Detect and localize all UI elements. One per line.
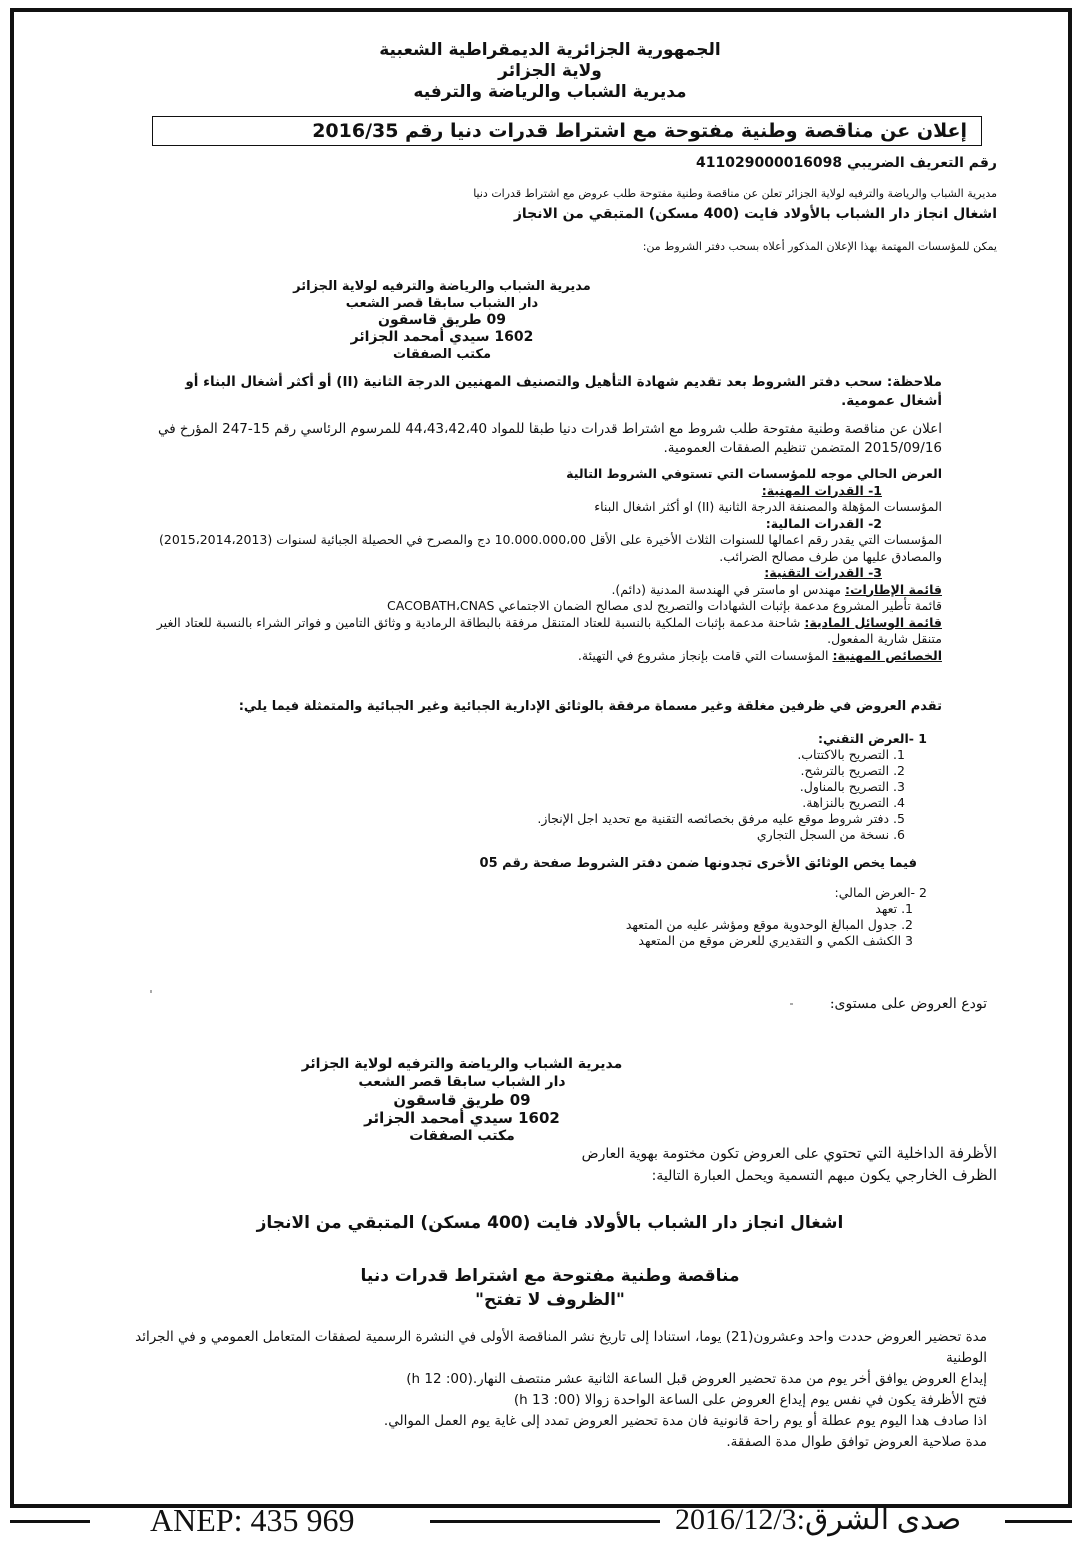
refs-label: الخصائص المهنية: (832, 647, 942, 663)
closing-p1: مدة تحضير العروض حددت واحد وعشرون(21) يوما، استنادا إلى تاريخ نشر المناقصة الأولى في النشرة الرسمية لصفقات المتعامل العمومي و في الجرائد الوطنية (135, 1329, 987, 1366)
header (80, 40, 1020, 103)
footer-rule-right (1005, 1520, 1072, 1523)
legal-basis: اعلان عن مناقصة وطنية مفتوحة طلب شروط مع اشتراط قدرات دنيا طبقا للمواد 44،43،42،40 للمرسوم الرئاسي رقم 15-247 المؤرخ في 2015/09/16 المتضمن تنظيم الصفقات العمومية. (157, 421, 942, 456)
note-label: ملاحظة: (886, 374, 942, 390)
inner-envelope-a: الأظرفة الداخلية التي تحتوي (823, 1144, 997, 1162)
address2-line5: مكتب الصفقات (409, 1128, 515, 1144)
inner-envelope-b: على العروض تكون مختومة بهوية العارض (581, 1146, 819, 1162)
envelopes (297, 1143, 997, 1187)
professional-capacity-title: 1- القدرات المهنية: (761, 482, 882, 498)
intro-withdraw: يمكن للمؤسسات المهتمة بهذا الإعلان المذكور أعلاه بسحب دفتر الشروط من: (642, 240, 997, 253)
outer-envelope-a: الظرف الخارجي يكون (859, 1166, 997, 1184)
address1-line3: 09 طريق قاسقون (378, 312, 506, 328)
staff-text: مهندس او ماستر في الهندسة المدنية (دائم). (611, 581, 842, 597)
address2-line2: دار الشباب سابقا قصر الشعب (358, 1074, 566, 1090)
list-item: 1. تعهد (875, 901, 913, 916)
anep-reference: ANEP: 435 969 (150, 1502, 355, 1538)
note-text: سحب دفتر الشروط بعد تقديم شهادة التأهيل والتصنيف المهنيين الدرجة الثانية (II) أو أكثر أشغال البناء أو أشغال عمومية. (185, 374, 942, 409)
list-item: 3. التصريح بالمناول. (799, 779, 905, 794)
do-not-open: "الظروف لا تفتح" (475, 1290, 625, 1310)
header-directorate: مديرية الشباب والرياضة والترفيه (413, 82, 687, 102)
deposit-label: تودع العروض على مستوى: (829, 996, 987, 1012)
header-republic: الجمهورية الجزائرية الديمقراطية الشعبية (379, 40, 721, 60)
address2-line4: 1602 سيدي أمحمد الجزائر (364, 1109, 560, 1127)
outer-envelope-b: مبهم التسمية ويحمل العبارة التالية: (651, 1168, 855, 1184)
footer-rule-middle (430, 1520, 660, 1523)
intro-text: مديرية الشباب والرياضة والترفيه لولاية الجزائر تعلن عن مناقصة وطنية مفتوحة طلب عروض مع اشتراط قدرات دنيا (473, 187, 997, 200)
project-title: اشغال انجاز دار الشباب بالأولاد فايت (400 مسكن) المتبقي من الانجاز (256, 1213, 844, 1233)
address-block-1 (192, 278, 692, 363)
conditions-intro: العرض الحالي موجه للمؤسسات التي تستوفي الشروط التالية (566, 466, 942, 481)
financial-capacity-title: 2- القدرات المالية: (765, 515, 882, 531)
other-documents: فيما يخص الوثائق الأخرى تجدونها ضمن دفتر الشروط صفحة رقم 05 (479, 856, 917, 871)
note (152, 373, 942, 411)
intro-project: اشغال انجاز دار الشباب بالأولاد فايت (400 مسكن) المتبقي من الانجاز (513, 206, 997, 222)
list-item: 4. التصريح بالنزاهة. (802, 795, 905, 810)
address-block-2 (202, 1055, 722, 1145)
address1-line5: مكتب الصفقات (392, 347, 491, 362)
tax-id: رقم التعريف الضريبي 411029000016098 (696, 155, 997, 171)
financial-offer-list (427, 901, 913, 949)
header-wilaya: ولاية الجزائر (498, 61, 602, 81)
financial-offer-title: 2 -العرض المالي: (834, 885, 927, 900)
refs-row (152, 648, 942, 665)
tender-title: مناقصة وطنية مفتوحة مع اشتراط قدرات دنيا (360, 1266, 740, 1286)
financial-capacity-text: المؤسسات التي يقدر رقم اعمالها للسنوات الثلاث الأخيرة على الأقل 10.000.000،00 دج والمصرح في الحصيلة الجبائية لسنوات (2015،2014،2013) والمصادق عليها من طرف مصالح الضرائب. (158, 532, 942, 564)
submission-text: تقدم العروض في ظرفين مغلقة وغير مسماة مرفقة بالوثائق الإدارية الجبائية وغير الجبائية والمتمثلة فيما يلي: (238, 699, 942, 714)
technical-offer-list (427, 747, 905, 843)
staff-row (152, 582, 942, 599)
list-item: 1. التصريح بالاكتتاب. (797, 747, 905, 762)
technical-offer-title: 1 -العرض التقني: (817, 731, 927, 746)
conditions (152, 466, 942, 664)
refs-text: المؤسسات التي قامت بإنجاز مشروع في التهيئة. (577, 647, 829, 663)
footer-rule-left (10, 1520, 90, 1523)
closing-p4: اذا صادف هدا اليوم يوم عطلة أو يوم راحة قانونية فان مدة تحضير العروض تمدد إلى غاية يوم العمل الموالي. (383, 1413, 987, 1429)
closing-p2: إيداع العروض يوافق أخر يوم من مدة تحضير العروض قبل الساعة الثانية عشر منتصف النهار.(00: 12 h) (406, 1371, 987, 1387)
list-item: 3 الكشف الكمي و التقديري للعرض موقع من المتعهد (638, 933, 913, 948)
address1-line2: دار الشباب سابقا قصر الشعب (345, 296, 539, 311)
address2-line1: مديرية الشباب والرياضة والترفيه لولاية الجزائر (301, 1056, 623, 1072)
means-row (152, 615, 942, 648)
address1-line1: مديرية الشباب والرياضة والترفيه لولاية الجزائر (293, 279, 591, 294)
closing-p5: مدة صلاحية العروض توافق طوال مدة الصفقة. (726, 1434, 987, 1450)
technical-capacity-title: 3- القدرات التقنية: (764, 565, 882, 580)
announcement-title: إعلان عن مناقصة وطنية مفتوحة مع اشتراط قدرات دنيا رقم 2016/35 (312, 120, 967, 142)
inner-envelope-row (297, 1143, 997, 1165)
list-item: 5. دفتر شروط موقع عليه مرفق بخصائصه التقنية مع تحديد اجل الإنجاز. (537, 811, 905, 826)
closing-text (97, 1327, 987, 1453)
list-item: 2. جدول المبالغ الوحدوية موقع ومؤشر عليه من المتعهد (625, 917, 913, 932)
outer-envelope-row (297, 1165, 997, 1187)
publication-source: صدى الشرق:2016/12/3 (675, 1503, 962, 1536)
scan-speck (150, 990, 152, 993)
means-label: قائمة الوسائل المادية: (804, 614, 942, 630)
technical-offer (427, 730, 927, 843)
title-box (152, 116, 982, 146)
scan-speck (790, 1003, 793, 1005)
professional-capacity-text: المؤسسات المؤهلة والمصنفة الدرجة الثانية (II) او أكثر اشغال البناء (594, 499, 942, 514)
means-text: شاحنة مدعمة بإثبات الملكية بالنسبة للعتاد المتنقل مرفقة بالبطاقة الرمادية و وثائق التامين و فواتر الشراء بالنسبة للعتاد الغير متنقل شارية المفعول. (156, 614, 942, 646)
address2-line3: 09 طريق قاسقون (393, 1091, 531, 1109)
address1-line4: 1602 سيدي أمحمد الجزائر (350, 329, 534, 345)
financial-offer (427, 884, 927, 949)
staff-list: قائمة تأطير المشروع مدعمة بإثبات الشهادات والتصريح لدى مصالح الضمان الاجتماعي CACOBATH،CNAS (387, 598, 942, 613)
closing-p3: فتح الأظرفة يكون في نفس يوم إيداع العروض على الساعة الواحدة زوالا (00: 13 h) (513, 1392, 987, 1408)
staff-label: قائمة الإطارات: (845, 581, 942, 597)
list-item: 2. التصريح بالترشح. (800, 763, 905, 778)
list-item: 6. نسخة من السجل التجاري (756, 827, 905, 842)
